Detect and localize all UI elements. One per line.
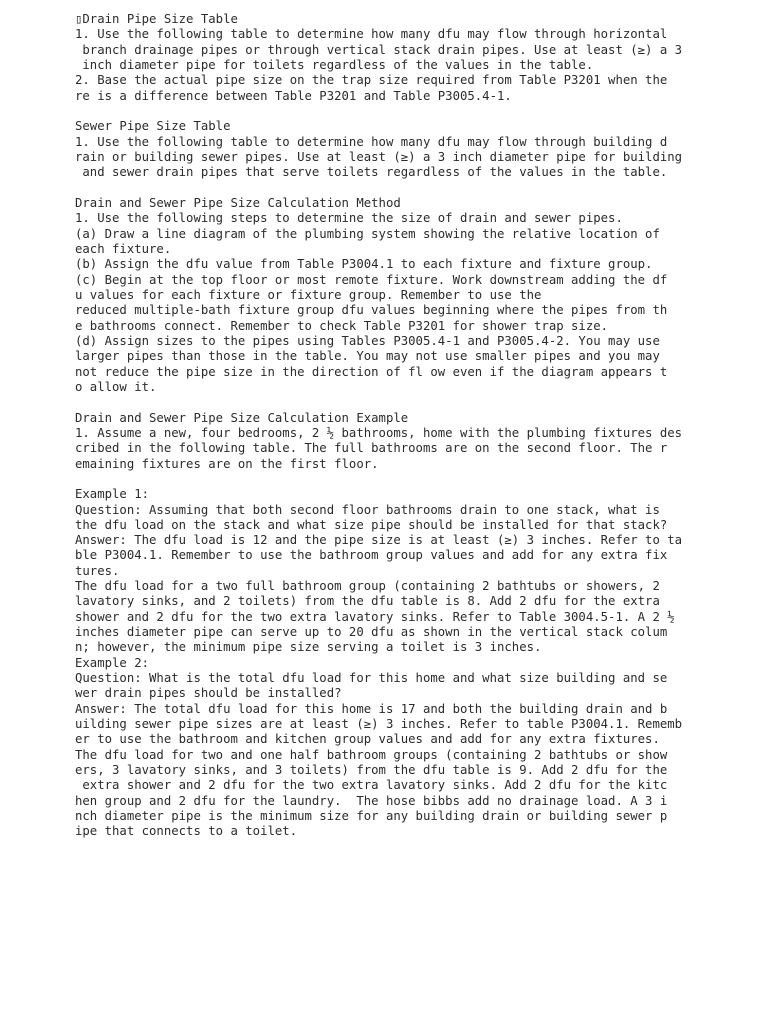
text-line: n; however, the minimum pipe size serving a toilet is 3 inches. [75,640,542,655]
text-line: The dfu load for a two full bathroom group (containing 2 bathtubs or showers, 2 [75,579,660,594]
text-line: ipe that connects to a toilet. [75,824,298,839]
text-line: reduced multiple-bath fixture group dfu values beginning where the pipes from th [75,303,668,318]
text-line: ▯Drain Pipe Size Table [75,12,238,26]
text-line: tures. [75,563,120,578]
text-line: er to use the bathroom and kitchen group values and add for any extra fixtures. [75,732,660,747]
text-line: not reduce the pipe size in the direction of fl ow even if the diagram appears t [75,364,668,379]
text-line: Example 2: [75,655,150,670]
blank-line [75,395,745,410]
text-line: hen group and 2 dfu for the laundry. The hose bibbs add no drainage load. A 3 i [75,793,668,808]
text-line: re is a difference between Table P3201 and Table P3005.4-1. [75,88,512,103]
text-line: uilding sewer pipe sizes are at least (≥) 3 inches. Refer to table P3004.1. Rememb [75,717,683,732]
text-line: inch diameter pipe for toilets regardless of the values in the table. [75,57,594,72]
text-line: inches diameter pipe can serve up to 20 dfu as shown in the vertical stack colum [75,625,668,640]
text-line: 1. Use the following table to determine how many dfu may flow through horizontal [75,27,668,42]
text-line: nch diameter pipe is the minimum size for any building drain or building sewer p [75,809,668,824]
text-line: e bathrooms connect. Remember to check Table P3201 for shower trap size. [75,318,609,333]
text-line: 1. Use the following steps to determine the size of drain and sewer pipes. [75,211,623,226]
text-line: branch drainage pipes or through vertical stack drain pipes. Use at least (≥) a 3 [75,42,683,57]
text-line: Example 1: [75,487,150,502]
text-line: (b) Assign the dfu value from Table P3004.1 to each fixture and fixture group. [75,257,653,272]
text-line: o allow it. [75,379,157,394]
text-line: each fixture. [75,241,172,256]
text-line: extra shower and 2 dfu for the two extra lavatory sinks. Add 2 dfu for the kitc [75,778,668,793]
text-line: 1. Assume a new, four bedrooms, 2 ½ bathrooms, home with the plumbing fixtures des [75,425,683,440]
text-line: u values for each fixture or fixture group. Remember to use the [75,287,542,302]
text-line: ers, 3 lavatory sinks, and 3 toilets) from the dfu table is 9. Add 2 dfu for the [75,763,668,778]
text-line: 2. Base the actual pipe size on the trap size required from Table P3201 when the [75,73,668,88]
text-line: Answer: The total dfu load for this home is 17 and both the building drain and b [75,701,668,716]
text-line: Drain and Sewer Pipe Size Calculation Method [75,195,401,210]
text-line: wer drain pipes should be installed? [75,686,342,701]
text-line: emaining fixtures are on the first floor. [75,456,379,471]
text-line: (a) Draw a line diagram of the plumbing system showing the relative location of [75,226,660,241]
text-line: Question: Assuming that both second floor bathrooms drain to one stack, what is [75,502,660,517]
text-line: (d) Assign sizes to the pipes using Tables P3005.4-1 and P3005.4-2. You may use [75,333,660,348]
blank-line [75,104,745,119]
text-line: the dfu load on the stack and what size pipe should be installed for that stack? [75,517,668,532]
text-line: (c) Begin at the top floor or most remote fixture. Work downstream adding the df [75,272,668,287]
text-line: Drain and Sewer Pipe Size Calculation Example [75,410,409,425]
blank-line [75,472,745,487]
text-line: Sewer Pipe Size Table [75,119,231,134]
blank-line [75,181,745,196]
text-line: shower and 2 dfu for the two extra lavatory sinks. Refer to Table 3004.5-1. A 2 ½ [75,609,675,624]
document-body [75,12,745,840]
text-line: Question: What is the total dfu load for this home and what size building and se [75,671,668,686]
text-line: larger pipes than those in the table. You may not use smaller pipes and you may [75,349,660,364]
text-line: Answer: The dfu load is 12 and the pipe size is at least (≥) 3 inches. Refer to ta [75,533,683,548]
text-line: lavatory sinks, and 2 toilets) from the dfu table is 8. Add 2 dfu for the extra [75,594,660,609]
text-line: 1. Use the following table to determine how many dfu may flow through building d [75,134,668,149]
text-line: and sewer drain pipes that serve toilets regardless of the values in the table. [75,165,668,180]
text-line: The dfu load for two and one half bathroom groups (containing 2 bathtubs or show [75,747,668,762]
text-line: rain or building sewer pipes. Use at least (≥) a 3 inch diameter pipe for building [75,149,683,164]
text-line: ble P3004.1. Remember to use the bathroom group values and add for any extra fix [75,548,668,563]
text-line: cribed in the following table. The full bathrooms are on the second floor. The r [75,441,668,456]
